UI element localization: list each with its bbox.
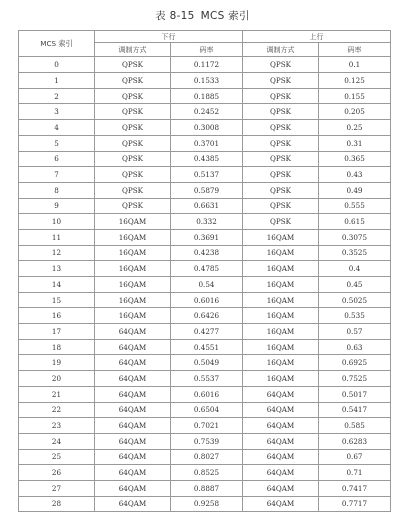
downlink-code-rate-cell: 0.8887	[171, 480, 243, 496]
uplink-code-rate-cell: 0.57	[319, 324, 391, 340]
downlink-code-rate-cell: 0.8027	[171, 449, 243, 465]
downlink-code-rate-cell: 0.54	[171, 277, 243, 293]
table-number: 表 8-15	[155, 10, 195, 22]
mcs-index-cell: 5	[19, 135, 95, 151]
downlink-modulation-cell: 64QAM	[95, 339, 171, 355]
downlink-modulation-cell: 16QAM	[95, 308, 171, 324]
mcs-index-cell: 13	[19, 261, 95, 277]
downlink-modulation-cell: 64QAM	[95, 386, 171, 402]
table-row	[19, 245, 391, 261]
downlink-code-rate-cell: 0.4277	[171, 324, 243, 340]
uplink-modulation-cell: 16QAM	[243, 308, 319, 324]
downlink-modulation-cell: QPSK	[95, 104, 171, 120]
downlink-code-rate-cell: 0.5879	[171, 182, 243, 198]
table-row	[19, 198, 391, 214]
mcs-index-cell: 17	[19, 324, 95, 340]
mcs-index-cell: 16	[19, 308, 95, 324]
mcs-index-cell: 3	[19, 104, 95, 120]
uplink-modulation-cell: 16QAM	[243, 339, 319, 355]
downlink-code-rate-cell: 0.5049	[171, 355, 243, 371]
uplink-code-rate-cell: 0.155	[319, 88, 391, 104]
downlink-code-rate-cell: 0.3701	[171, 135, 243, 151]
uplink-code-rate-cell: 0.67	[319, 449, 391, 465]
downlink-code-rate-cell: 0.4385	[171, 151, 243, 167]
uplink-code-rate-cell: 0.25	[319, 120, 391, 136]
downlink-code-rate-cell: 0.6016	[171, 292, 243, 308]
downlink-modulation-cell: QPSK	[95, 198, 171, 214]
downlink-modulation-cell: QPSK	[95, 120, 171, 136]
uplink-modulation-cell: 16QAM	[243, 355, 319, 371]
mcs-index-table	[18, 30, 391, 512]
table-row	[19, 465, 391, 481]
table-row	[19, 261, 391, 277]
uplink-modulation-header: 调制方式	[243, 43, 319, 57]
table-row	[19, 371, 391, 387]
uplink-modulation-cell: QPSK	[243, 104, 319, 120]
uplink-modulation-cell: 16QAM	[243, 261, 319, 277]
mcs-index-cell: 7	[19, 167, 95, 183]
downlink-code-rate-cell: 0.332	[171, 214, 243, 230]
table-row	[19, 324, 391, 340]
table-row	[19, 104, 391, 120]
uplink-modulation-cell: QPSK	[243, 167, 319, 183]
uplink-code-rate-cell: 0.5417	[319, 402, 391, 418]
downlink-modulation-cell: 16QAM	[95, 292, 171, 308]
downlink-modulation-cell: QPSK	[95, 57, 171, 73]
table-row	[19, 73, 391, 89]
table-row	[19, 214, 391, 230]
mcs-index-cell: 14	[19, 277, 95, 293]
uplink-modulation-cell: 16QAM	[243, 292, 319, 308]
uplink-code-rate-cell: 0.43	[319, 167, 391, 183]
mcs-index-cell: 22	[19, 402, 95, 418]
uplink-code-rate-cell: 0.7525	[319, 371, 391, 387]
mcs-index-cell: 25	[19, 449, 95, 465]
uplink-code-rate-cell: 0.3525	[319, 245, 391, 261]
table-row	[19, 355, 391, 371]
downlink-modulation-cell: 64QAM	[95, 402, 171, 418]
table-row	[19, 386, 391, 402]
uplink-code-rate-cell: 0.535	[319, 308, 391, 324]
downlink-code-rate-cell: 0.8525	[171, 465, 243, 481]
mcs-index-cell: 28	[19, 496, 95, 512]
downlink-code-rate-cell: 0.3008	[171, 120, 243, 136]
uplink-modulation-cell: 64QAM	[243, 386, 319, 402]
mcs-index-cell: 8	[19, 182, 95, 198]
downlink-code-rate-header: 码率	[171, 43, 243, 57]
mcs-index-cell: 27	[19, 480, 95, 496]
mcs-index-cell: 19	[19, 355, 95, 371]
uplink-modulation-cell: 64QAM	[243, 496, 319, 512]
downlink-modulation-cell: 64QAM	[95, 480, 171, 496]
table-row	[19, 496, 391, 512]
table-row	[19, 120, 391, 136]
uplink-header: 上行	[243, 31, 391, 43]
downlink-code-rate-cell: 0.4238	[171, 245, 243, 261]
table-row	[19, 418, 391, 434]
downlink-code-rate-cell: 0.6631	[171, 198, 243, 214]
downlink-modulation-cell: QPSK	[95, 135, 171, 151]
table-row	[19, 182, 391, 198]
uplink-modulation-cell: 16QAM	[243, 245, 319, 261]
table-row	[19, 57, 391, 73]
uplink-modulation-cell: QPSK	[243, 198, 319, 214]
mcs-index-cell: 20	[19, 371, 95, 387]
uplink-code-rate-cell: 0.585	[319, 418, 391, 434]
uplink-modulation-cell: 16QAM	[243, 229, 319, 245]
downlink-code-rate-cell: 0.9258	[171, 496, 243, 512]
uplink-code-rate-cell: 0.7417	[319, 480, 391, 496]
mcs-index-cell: 11	[19, 229, 95, 245]
uplink-modulation-cell: QPSK	[243, 214, 319, 230]
table-row	[19, 402, 391, 418]
downlink-code-rate-cell: 0.1172	[171, 57, 243, 73]
mcs-index-cell: 9	[19, 198, 95, 214]
downlink-modulation-cell: 16QAM	[95, 214, 171, 230]
mcs-index-cell: 12	[19, 245, 95, 261]
table-body	[19, 57, 391, 512]
table-caption	[0, 8, 405, 23]
downlink-code-rate-cell: 0.1885	[171, 88, 243, 104]
uplink-modulation-cell: QPSK	[243, 88, 319, 104]
mcs-index-cell: 15	[19, 292, 95, 308]
uplink-modulation-cell: 16QAM	[243, 277, 319, 293]
downlink-modulation-cell: 64QAM	[95, 496, 171, 512]
uplink-modulation-cell: 16QAM	[243, 324, 319, 340]
downlink-modulation-cell: QPSK	[95, 182, 171, 198]
uplink-code-rate-cell: 0.6283	[319, 433, 391, 449]
downlink-code-rate-cell: 0.6504	[171, 402, 243, 418]
uplink-code-rate-cell: 0.45	[319, 277, 391, 293]
downlink-code-rate-cell: 0.4551	[171, 339, 243, 355]
uplink-code-rate-cell: 0.7717	[319, 496, 391, 512]
downlink-modulation-cell: 16QAM	[95, 261, 171, 277]
mcs-index-cell: 18	[19, 339, 95, 355]
table-row	[19, 449, 391, 465]
uplink-modulation-cell: QPSK	[243, 57, 319, 73]
mcs-index-cell: 23	[19, 418, 95, 434]
table-row	[19, 433, 391, 449]
downlink-modulation-cell: 64QAM	[95, 355, 171, 371]
downlink-modulation-cell: 64QAM	[95, 418, 171, 434]
downlink-code-rate-cell: 0.6016	[171, 386, 243, 402]
uplink-code-rate-cell: 0.6925	[319, 355, 391, 371]
downlink-code-rate-cell: 0.1533	[171, 73, 243, 89]
mcs-index-cell: 10	[19, 214, 95, 230]
uplink-code-rate-header: 码率	[319, 43, 391, 57]
table-row	[19, 277, 391, 293]
mcs-index-cell: 21	[19, 386, 95, 402]
uplink-modulation-cell: QPSK	[243, 135, 319, 151]
downlink-code-rate-cell: 0.7539	[171, 433, 243, 449]
table-title: MCS 索引	[200, 10, 250, 22]
uplink-modulation-cell: 16QAM	[243, 371, 319, 387]
uplink-modulation-cell: 64QAM	[243, 402, 319, 418]
table-row	[19, 339, 391, 355]
downlink-modulation-header: 调制方式	[95, 43, 171, 57]
downlink-code-rate-cell: 0.6426	[171, 308, 243, 324]
header-row-top	[19, 31, 391, 43]
mcs-index-cell: 6	[19, 151, 95, 167]
downlink-code-rate-cell: 0.7021	[171, 418, 243, 434]
downlink-modulation-cell: 64QAM	[95, 449, 171, 465]
downlink-code-rate-cell: 0.4785	[171, 261, 243, 277]
table-header	[19, 31, 391, 57]
uplink-modulation-cell: QPSK	[243, 120, 319, 136]
table-row	[19, 135, 391, 151]
uplink-code-rate-cell: 0.71	[319, 465, 391, 481]
uplink-code-rate-cell: 0.3075	[319, 229, 391, 245]
downlink-modulation-cell: 64QAM	[95, 324, 171, 340]
mcs-index-cell: 24	[19, 433, 95, 449]
uplink-code-rate-cell: 0.615	[319, 214, 391, 230]
mcs-index-header: MCS 索引	[19, 31, 95, 57]
uplink-code-rate-cell: 0.31	[319, 135, 391, 151]
uplink-code-rate-cell: 0.63	[319, 339, 391, 355]
downlink-code-rate-cell: 0.3691	[171, 229, 243, 245]
downlink-header: 下行	[95, 31, 243, 43]
uplink-code-rate-cell: 0.365	[319, 151, 391, 167]
table-row	[19, 229, 391, 245]
mcs-index-cell: 1	[19, 73, 95, 89]
mcs-index-cell: 0	[19, 57, 95, 73]
uplink-modulation-cell: 64QAM	[243, 433, 319, 449]
downlink-code-rate-cell: 0.2452	[171, 104, 243, 120]
downlink-modulation-cell: 16QAM	[95, 229, 171, 245]
mcs-index-cell: 4	[19, 120, 95, 136]
uplink-modulation-cell: 64QAM	[243, 465, 319, 481]
downlink-code-rate-cell: 0.5137	[171, 167, 243, 183]
table-row	[19, 308, 391, 324]
uplink-modulation-cell: QPSK	[243, 182, 319, 198]
downlink-modulation-cell: 64QAM	[95, 433, 171, 449]
uplink-modulation-cell: QPSK	[243, 151, 319, 167]
table-row	[19, 292, 391, 308]
uplink-code-rate-cell: 0.5025	[319, 292, 391, 308]
table-row	[19, 480, 391, 496]
downlink-modulation-cell: 16QAM	[95, 245, 171, 261]
downlink-modulation-cell: QPSK	[95, 151, 171, 167]
uplink-code-rate-cell: 0.1	[319, 57, 391, 73]
table-row	[19, 88, 391, 104]
downlink-modulation-cell: QPSK	[95, 73, 171, 89]
mcs-index-cell: 26	[19, 465, 95, 481]
uplink-code-rate-cell: 0.125	[319, 73, 391, 89]
uplink-code-rate-cell: 0.205	[319, 104, 391, 120]
downlink-modulation-cell: 16QAM	[95, 277, 171, 293]
downlink-modulation-cell: QPSK	[95, 88, 171, 104]
downlink-modulation-cell: QPSK	[95, 167, 171, 183]
mcs-index-cell: 2	[19, 88, 95, 104]
uplink-code-rate-cell: 0.49	[319, 182, 391, 198]
table-row	[19, 167, 391, 183]
uplink-code-rate-cell: 0.555	[319, 198, 391, 214]
uplink-modulation-cell: QPSK	[243, 73, 319, 89]
table-row	[19, 151, 391, 167]
uplink-modulation-cell: 64QAM	[243, 418, 319, 434]
uplink-modulation-cell: 64QAM	[243, 449, 319, 465]
downlink-code-rate-cell: 0.5537	[171, 371, 243, 387]
downlink-modulation-cell: 64QAM	[95, 465, 171, 481]
uplink-modulation-cell: 64QAM	[243, 480, 319, 496]
uplink-code-rate-cell: 0.5017	[319, 386, 391, 402]
downlink-modulation-cell: 64QAM	[95, 371, 171, 387]
uplink-code-rate-cell: 0.4	[319, 261, 391, 277]
